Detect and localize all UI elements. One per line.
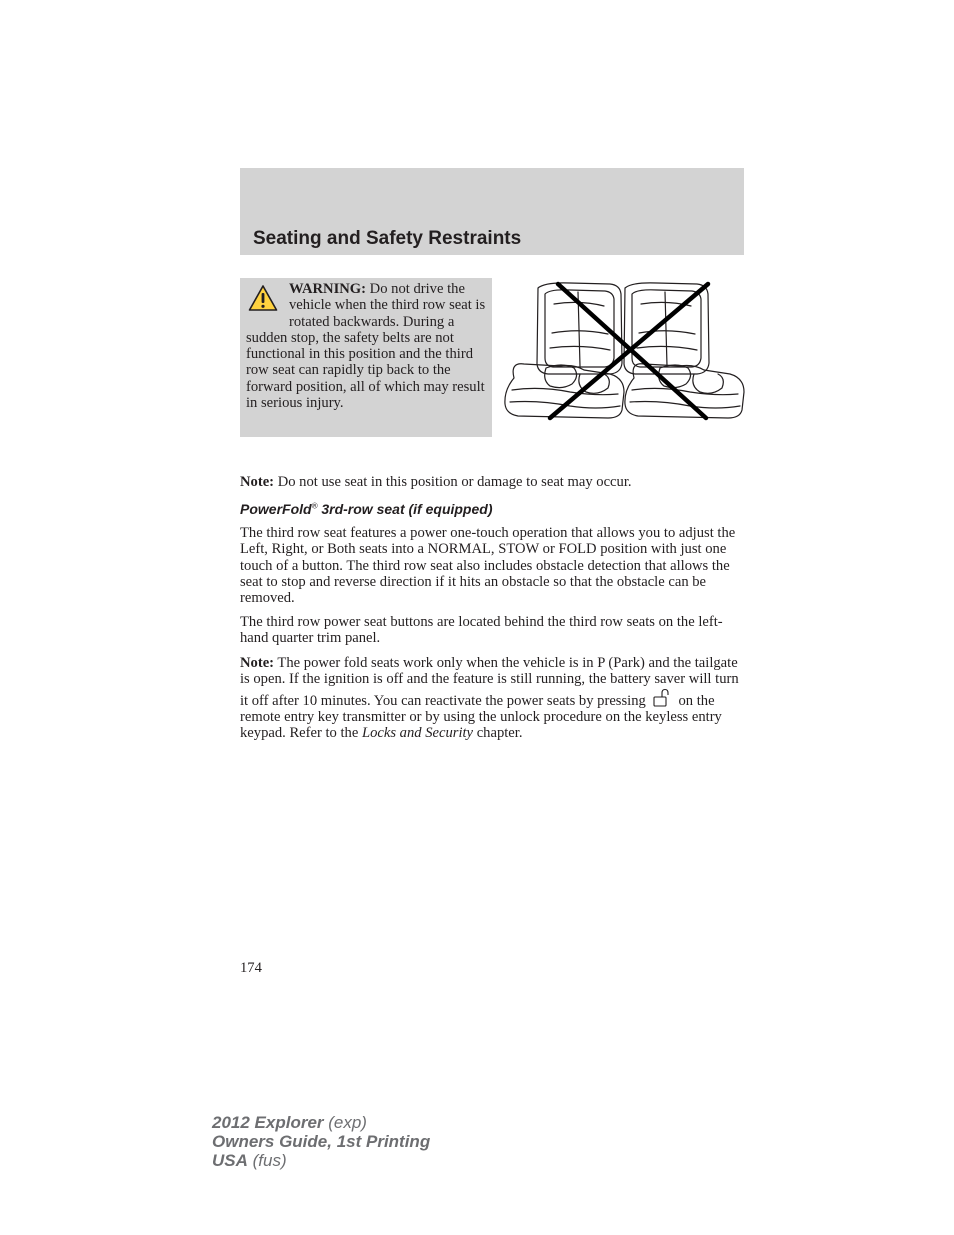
footer-model-code: (exp) (323, 1113, 367, 1132)
note-power-fold (240, 655, 746, 741)
footer-model: 2012 Explorer (212, 1113, 324, 1132)
powerfold-paragraph-1: The third row seat features a power one-touch operation that allows you to adjust the Left, Right, or Both seats into a NORMAL, STOW or FOLD position with just one touch of a button. The third row seat also includes obstacle detection that allows the seat to stop and reverse direction if it hits an obstacle so that the obstacle can be removed. (240, 525, 736, 607)
footer-guide: Owners Guide, 1st Printing (212, 1132, 431, 1151)
section-title: Seating and Safety Restraints (253, 228, 522, 249)
note-text-end: chapter. (473, 725, 523, 742)
powerfold-heading-rest: 3rd-row seat (if equipped) (317, 501, 493, 517)
footer-region-code: (fus) (247, 1151, 287, 1170)
cross-out-mark (550, 284, 708, 418)
chapter-reference: Locks and Security (361, 725, 474, 742)
document-footer (212, 1113, 430, 1170)
warning-message (246, 281, 489, 411)
powerfold-heading (240, 501, 492, 517)
warning-label: WARNING: (289, 281, 367, 297)
footer-region: USA (212, 1151, 248, 1170)
note-text: Do not use seat in this position or damage to seat may occur. (274, 474, 632, 490)
note-label: Note: (240, 655, 275, 671)
powerfold-paragraph-2: The third row power seat buttons are located behind the third row seats on the left-hand quarter trim panel. (240, 614, 723, 647)
warning-box (240, 278, 492, 437)
footer-model-line (212, 1113, 430, 1132)
note-label: Note: (240, 474, 275, 490)
registered-mark: ® (311, 501, 318, 511)
footer-region-line (212, 1151, 430, 1170)
note-seat-position (240, 474, 746, 490)
warning-body: Do not drive the vehicle when the third row seat is rotated backwards. During a sudden stop, the safety belts are not functional in this position and the third row seat can rapidly tip back to the forward position, all of which may result in serious injury. (246, 281, 486, 412)
note-text-after: on the remote entry key transmitter or by using the unlock procedure on the keyless entry keypad. Refer to the (240, 692, 722, 742)
page-number: 174 (240, 960, 262, 976)
rotated-third-row-seat-illustration (500, 278, 748, 424)
note-text-before: The power fold seats work only when the vehicle is in P (Park) and the tailgate is open. If the ignition is off and the feature is still running, the battery saver will turn it off after 10 minutes. You can reactivate the power seats by pressing (240, 655, 739, 709)
powerfold-brand: PowerFold (240, 501, 312, 517)
unlock-icon (652, 688, 670, 708)
